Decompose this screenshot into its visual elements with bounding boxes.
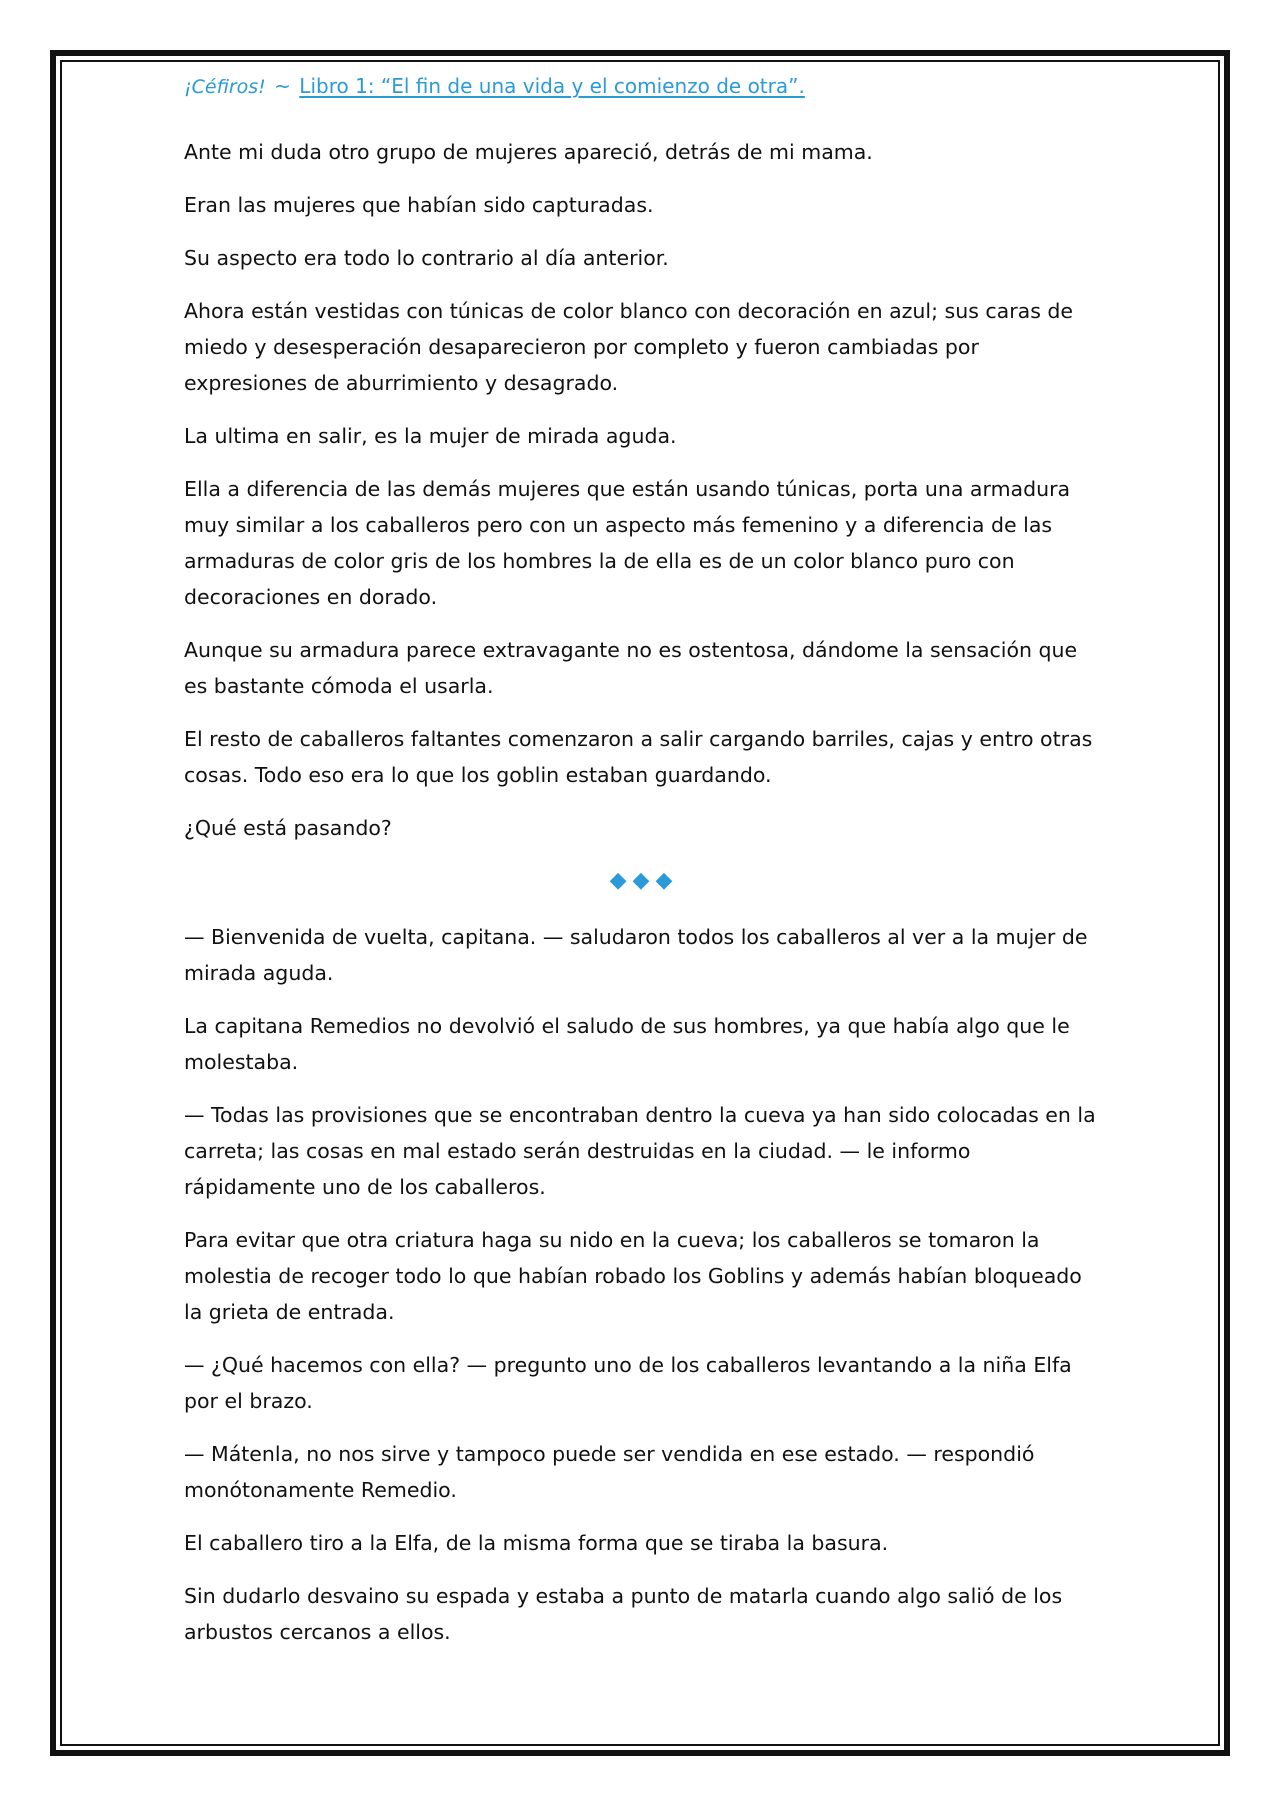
book-title: Libro 1: “El fin de una vida y el comienzo de otra”. — [299, 74, 805, 98]
running-header — [184, 74, 1104, 98]
paragraph: Sin dudarlo desvaino su espada y estaba a punto de matarla cuando algo salió de los arbustos cercanos a ellos. — [184, 1584, 1063, 1644]
paragraph: — ¿Qué hacemos con ella? — pregunto uno de los caballeros levantando a la niña Elfa por el brazo. — [184, 1353, 1072, 1413]
paragraph: La capitana Remedios no devolvió el saludo de sus hombres, ya que había algo que le molestaba. — [184, 1014, 1070, 1074]
paragraph: — Todas las provisiones que se encontraban dentro la cueva ya han sido colocadas en la carreta; las cosas en mal estado serán destruidas en la ciudad. — le informo rápidamente uno de los caballeros. — [184, 1103, 1096, 1199]
section-divider-diamonds: ◆◆◆ — [609, 868, 679, 893]
paragraph: Ahora están vestidas con túnicas de color blanco con decoración en azul; sus caras de miedo y desesperación desaparecieron por completo y fueron cambiadas por expresiones de aburrimiento y desagrado. — [184, 299, 1074, 395]
paragraph: — Mátenla, no nos sirve y tampoco puede ser vendida en ese estado. — respondió monótonamente Remedio. — [184, 1442, 1035, 1502]
paragraph: Aunque su armadura parece extravagante no es ostentosa, dándome la sensación que es bastante cómoda el usarla. — [184, 638, 1078, 698]
header-separator: ~ — [274, 74, 291, 98]
paragraph: — Bienvenida de vuelta, capitana. — saludaron todos los caballeros al ver a la mujer de mirada aguda. — [184, 925, 1088, 985]
paragraph: El caballero tiro a la Elfa, de la misma forma que se tiraba la basura. — [184, 1531, 889, 1555]
paragraph: Su aspecto era todo lo contrario al día anterior. — [184, 246, 669, 270]
paragraph: La ultima en salir, es la mujer de mirada aguda. — [184, 424, 677, 448]
paragraph: Eran las mujeres que habían sido capturadas. — [184, 193, 654, 217]
paragraph: ¿Qué está pasando? — [184, 816, 392, 840]
paragraph: El resto de caballeros faltantes comenzaron a salir cargando barriles, cajas y entro otras cosas. Todo eso era lo que los goblin estaban guardando. — [184, 727, 1093, 787]
paragraph: Ella a diferencia de las demás mujeres que están usando túnicas, porta una armadura muy similar a los caballeros pero con un aspecto más femenino y a diferencia de las armaduras de color gris de los hombres la de ella es de un color blanco puro con decoraciones en dorado. — [184, 477, 1071, 609]
document-page — [184, 74, 1104, 1667]
paragraph: Ante mi duda otro grupo de mujeres apareció, detrás de mi mama. — [184, 140, 873, 164]
series-title: ¡Céfiros! — [184, 76, 266, 98]
paragraph: Para evitar que otra criatura haga su nido en la cueva; los caballeros se tomaron la molestia de recoger todo lo que habían robado los Goblins y además habían bloqueado la grieta de entrada. — [184, 1228, 1082, 1324]
